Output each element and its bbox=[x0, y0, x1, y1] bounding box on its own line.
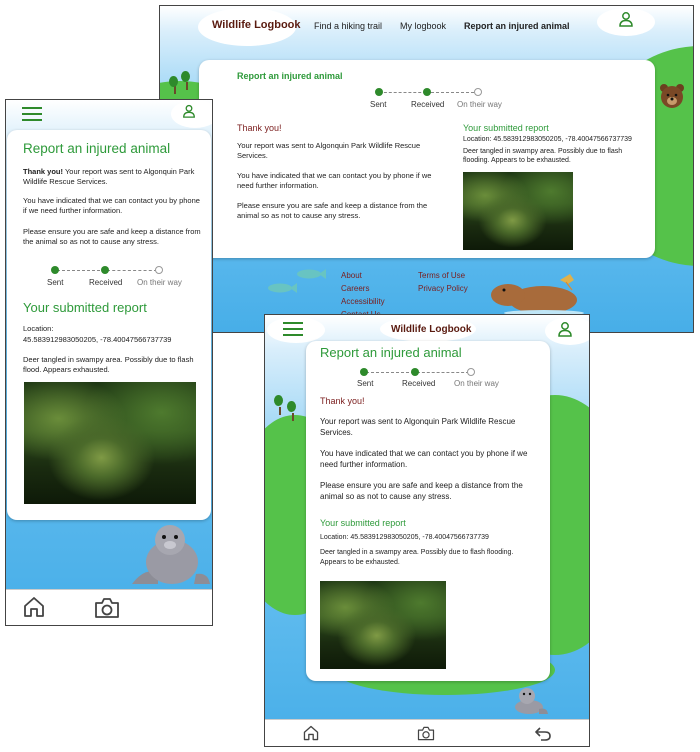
location-text: Location: 45.583912983050205, -78.40047566737739 bbox=[320, 534, 489, 541]
message-sent: Your report was sent to Algonquin Park Wildlife Rescue Services. bbox=[237, 141, 421, 160]
tree bbox=[169, 76, 178, 87]
fish-illustration bbox=[266, 282, 298, 294]
home-icon[interactable] bbox=[23, 596, 45, 618]
capybara-illustration bbox=[488, 268, 584, 316]
report-description: Deer tangled in swampy area. Possibly due to flash flooding. Appears to be exhausted. bbox=[463, 148, 623, 164]
step-sent-label: Sent bbox=[47, 278, 64, 287]
location-label: Location: bbox=[23, 324, 54, 333]
page-title: Report an injured animal bbox=[320, 345, 462, 360]
message-sent: Your report was sent to Algonquin Park Wildlife Rescue Services. bbox=[320, 417, 516, 437]
desktop-content-card bbox=[199, 60, 655, 258]
page-title: Report an injured animal bbox=[23, 141, 171, 156]
step-received-label: Received bbox=[402, 379, 436, 388]
tree bbox=[287, 401, 296, 412]
hamburger-menu-icon[interactable] bbox=[283, 321, 303, 337]
step-received-dot bbox=[423, 88, 431, 96]
step-sent-dot bbox=[375, 88, 383, 96]
submitted-report-heading: Your submitted report bbox=[23, 300, 147, 315]
mobile-content-card bbox=[7, 130, 211, 520]
report-photo[interactable] bbox=[320, 581, 446, 669]
bear-illustration bbox=[658, 82, 686, 110]
user-icon[interactable] bbox=[182, 104, 196, 118]
seal-illustration bbox=[509, 685, 549, 715]
nav-report-animal[interactable]: Report an injured animal bbox=[464, 21, 570, 31]
step-on-their-way-dot bbox=[467, 368, 475, 376]
user-icon[interactable] bbox=[557, 321, 573, 337]
tree bbox=[181, 71, 190, 82]
location-text: Location: 45.583912983050205, -78.40047566737739 bbox=[463, 136, 632, 143]
safety-note: Please ensure you are safe and keep a distance from the animal so as not to cause any stress. bbox=[23, 227, 201, 246]
step-on-their-way-label: On their way bbox=[457, 100, 502, 109]
message-sent: Your report was sent to Algonquin Park Wildlife Rescue Services. bbox=[23, 167, 195, 186]
phone-note: You have indicated that we can contact you by phone if we need further information. bbox=[23, 196, 200, 215]
camera-icon[interactable] bbox=[417, 726, 435, 741]
step-on-their-way-dot bbox=[474, 88, 482, 96]
tablet-content-card bbox=[306, 341, 550, 681]
submitted-report-heading: Your submitted report bbox=[463, 123, 549, 133]
page-title: Report an injured animal bbox=[237, 71, 343, 81]
brand-logo[interactable]: Wildlife Logbook bbox=[212, 19, 301, 31]
step-received-dot bbox=[411, 368, 419, 376]
footer-privacy[interactable]: Privacy Policy bbox=[418, 284, 468, 293]
report-photo[interactable] bbox=[463, 172, 573, 250]
thank-you-heading: Thank you! bbox=[23, 167, 64, 176]
tree bbox=[274, 395, 283, 406]
submitted-report-heading: Your submitted report bbox=[320, 518, 406, 528]
location-value: 45.583912983050205, -78.40047566737739 bbox=[23, 335, 172, 344]
camera-icon[interactable] bbox=[94, 597, 120, 619]
footer-terms[interactable]: Terms of Use bbox=[418, 271, 466, 280]
footer-careers[interactable]: Careers bbox=[341, 284, 370, 293]
home-icon[interactable] bbox=[303, 725, 319, 741]
safety-note: Please ensure you are safe and keep a distance from the animal so as not to cause any stress. bbox=[320, 481, 523, 501]
report-description: Deer tangled in swampy area. Possibly due to flash flood. Appears exhausted. bbox=[23, 355, 194, 374]
step-received-label: Received bbox=[89, 278, 123, 287]
phone-note: You have indicated that we can contact you by phone if we need further information. bbox=[237, 171, 432, 190]
hamburger-menu-icon[interactable] bbox=[22, 106, 42, 122]
tablet-frame bbox=[264, 314, 590, 747]
mobile-frame bbox=[5, 99, 213, 626]
step-received-dot bbox=[101, 266, 109, 274]
step-sent-dot bbox=[360, 368, 368, 376]
step-on-their-way-label: On their way bbox=[137, 278, 182, 287]
nav-my-logbook[interactable]: My logbook bbox=[400, 21, 447, 31]
nav-find-trail[interactable]: Find a hiking trail bbox=[314, 21, 383, 31]
step-received-label: Received bbox=[411, 100, 445, 109]
brand-logo[interactable]: Wildlife Logbook bbox=[391, 324, 472, 335]
user-icon[interactable] bbox=[618, 11, 634, 27]
step-on-their-way-label: On their way bbox=[454, 379, 499, 388]
seal-illustration bbox=[128, 520, 212, 586]
thank-you-message bbox=[23, 167, 203, 187]
step-sent-label: Sent bbox=[370, 100, 387, 109]
thank-you-heading: Thank you! bbox=[320, 396, 365, 406]
back-arrow-icon[interactable] bbox=[535, 725, 551, 741]
report-photo[interactable] bbox=[24, 382, 196, 504]
footer-accessibility[interactable]: Accessibility bbox=[341, 297, 385, 306]
desktop-frame bbox=[159, 5, 694, 333]
safety-note: Please ensure you are safe and keep a distance from the animal so as not to cause any stress. bbox=[237, 201, 428, 220]
step-on-their-way-dot bbox=[155, 266, 163, 274]
step-sent-label: Sent bbox=[357, 379, 374, 388]
report-description: Deer tangled in a swampy area. Possibly due to flash flooding. Appears to be exhausted. bbox=[320, 549, 514, 566]
phone-note: You have indicated that we can contact you by phone if we need further information. bbox=[320, 449, 528, 469]
footer-about[interactable]: About bbox=[341, 271, 362, 280]
thank-you-heading: Thank you! bbox=[237, 123, 282, 133]
step-sent-dot bbox=[51, 266, 59, 274]
fish-illustration bbox=[295, 268, 327, 280]
